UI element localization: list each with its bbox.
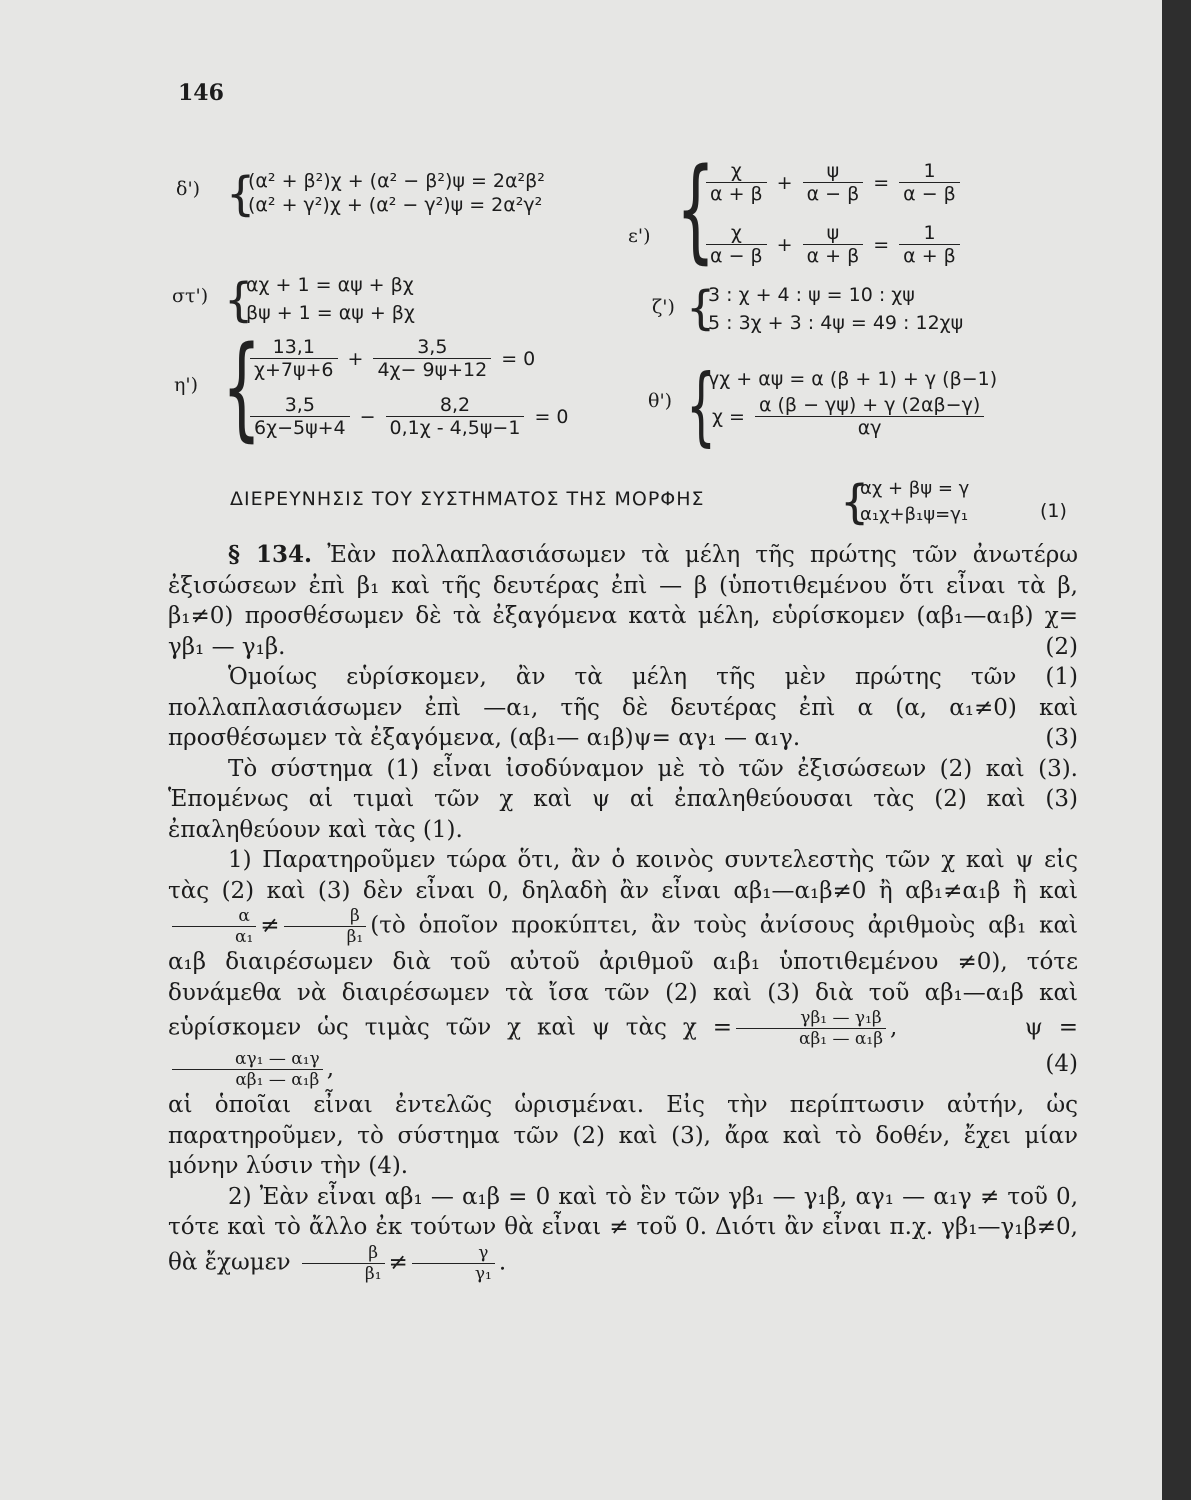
body-text [168, 540, 1078, 1284]
system-zeta-label: ζ') [652, 296, 675, 318]
inline-fraction: $\frac{\text{αγ₁ — α₁γ}}{\text{αβ₁ — α₁β}}$ [172, 1049, 323, 1090]
left-brace-icon: { [686, 281, 716, 335]
paragraph: Τὸ σύστημα (1) εἶναι ἰσοδύναμον μὲ τὸ τῶν ἐξισώσεων (2) καὶ (3). Ἑπομένως αἱ τιμαὶ τῶν χ καὶ ψ αἱ ἐπαληθεύουσαι τὰς (2) καὶ (3) ἐπαληθεύουν καὶ τὰς (1). [168, 755, 1078, 843]
left-brace-icon: { [224, 273, 254, 327]
left-brace-icon: { [222, 323, 262, 453]
system-zeta-eq1: 3 : χ + 4 : ψ = 10 : χψ [708, 284, 915, 306]
system-eta-row2: $\frac{3,5}{6\chi-5\psi+4}$ − $\frac{8,2}{0,1\chi - 4,5\psi-1}$ = 0 [244, 394, 573, 439]
paragraph: αἱ ὁποῖαι εἶναι ἐντελῶς ὡρισμέναι. Εἰς τὴν περίπτωσιν αὐτήν, ὡς παρατηροῦμεν, τὸ σύστημα τῶν (2) καὶ (3), ἄρα καὶ τὸ δοθέν, ἔχει μίαν μόνην λύσιν τὴν (4). [168, 1092, 1078, 1179]
inline-fraction: $\frac{\text{γβ₁ — γ₁β}}{\text{αβ₁ — α₁β}}$ [736, 1008, 886, 1049]
system-theta-eq2: χ = $\frac{\alpha (\beta - \gamma\psi) + \gamma (2\alpha\beta-\gamma)}{\alpha\gamma}$ [708, 394, 990, 439]
inline-fraction: $\frac{\beta}{\text{β₁}}$ [284, 906, 367, 947]
paragraph: 2) Ἐὰν εἶναι αβ₁ — α₁β = 0 καὶ τὸ ἓν τῶν γβ₁ — γ₁β, αγ₁ — α₁γ ≠ τοῦ 0, τότε καὶ τὸ ἄλλο ἐκ τούτων θὰ εἶναι ≠ τοῦ 0. Διότι ἂν εἶναι π.χ. γβ₁—γ₁β≠0, θὰ ἔχωμεν $\frac{\beta}{\text{β₁}}$ ≠ $\frac{\gamma}{\text{γ₁}}$ . [168, 1183, 1078, 1284]
left-brace-icon: { [840, 475, 870, 529]
system-zeta-eq2: 5 : 3χ + 3 : 4ψ = 49 : 12χψ [708, 312, 964, 334]
paragraph: § 134. Ἐὰν πολλαπλασιάσωμεν τὰ μέλη τῆς πρώτης τῶν ἀνωτέρω ἐξισώσεων ἐπὶ β₁ καὶ τῆς δευτέρας ἐπὶ — β (ὑποτιθεμένου ὅτι εἶναι τὰ β, β₁≠0) προσθέσωμεν δὲ τὰ ἐξαγόμενα κατὰ μέλη, εὑρίσκομεν (αβ₁—α₁β) χ= γβ₁ — γ₁β. (2) [168, 541, 1078, 660]
book-edge [1162, 0, 1191, 1500]
page-number: 146 [178, 80, 224, 106]
system-st-eq2: βψ + 1 = αψ + βχ [246, 302, 415, 324]
heading-eq2: α₁χ+β₁ψ=γ₁ [860, 504, 969, 525]
system-eta-row1: $\frac{13,1}{\chi+7\psi+6}$ + $\frac{3,5}{4\chi- 9\psi+12}$ = 0 [244, 336, 539, 381]
system-eta-label: η') [174, 374, 199, 396]
paragraph: Ὁμοίως εὑρίσκομεν, ἂν τὰ μέλη τῆς μὲν πρώτης τῶν (1) πολλαπλασιάσωμεν ἐπὶ —α₁, τῆς δὲ δευτέρας ἐπὶ α (α, α₁≠0) καὶ προσθέσωμεν τὰ ἐξαγόμενα, (αβ₁— α₁β)ψ= αγ₁ — α₁γ. (3) [168, 664, 1078, 751]
system-st-eq1: αχ + 1 = αψ + βχ [246, 274, 414, 296]
heading-number: (1) [1040, 500, 1067, 522]
system-st-label: στ') [172, 285, 209, 307]
system-delta-eq2: (α² + γ²)χ + (α² − γ²)ψ = 2α²γ² [248, 194, 543, 216]
system-theta-eq1: γχ + αψ = α (β + 1) + γ (β−1) [708, 368, 998, 390]
left-brace-icon: { [686, 356, 717, 456]
system-epsilon-label: ε') [628, 225, 651, 247]
heading-eq1: αχ + βψ = γ [860, 478, 970, 499]
inline-fraction: $\frac{\alpha}{\text{α₁}}$ [172, 906, 256, 947]
left-brace-icon: { [676, 145, 716, 275]
inline-fraction: $\frac{\beta}{\text{β₁}}$ [302, 1243, 385, 1284]
section-number: § 134. [228, 541, 313, 568]
system-delta-eq1: (α² + β²)χ + (α² − β²)ψ = 2α²β² [248, 170, 545, 192]
inline-fraction: $\frac{\gamma}{\text{γ₁}}$ [412, 1243, 495, 1284]
system-epsilon-row1: $\frac{\chi}{\alpha + \beta}$ + $\frac{\psi}{\alpha - \beta}$ = $\frac{1}{\alpha - \beta}$ [700, 160, 966, 205]
section-heading: ΔΙΕΡΕΥΝΗΣΙΣ ΤΟΥ ΣΥΣΤΗΜΑΤΟΣ ΤΗΣ ΜΟΡΦΗΣ [230, 488, 705, 510]
system-theta-label: θ') [648, 390, 673, 412]
paragraph: 1) Παρατηροῦμεν τώρα ὅτι, ἂν ὁ κοινὸς συντελεστὴς τῶν χ καὶ ψ εἰς τὰς (2) καὶ (3) δὲν εἶναι 0, δηλαδὴ ἂν εἶναι αβ₁—α₁β≠0 ἢ αβ₁≠α₁β ἢ καὶ $\frac{\alpha}{\text{α₁}}$ ≠ $\frac{\beta}{\text{β₁}}$ (τὸ ὁποῖον προκύπτει, ἂν τοὺς ἀνίσους ἀριθμοὺς αβ₁ καὶ α₁β διαιρέσωμεν διὰ τοῦ αὐτοῦ ἀριθμοῦ α₁β₁ ὑποτιθεμένου ≠0), τότε δυνάμεθα νὰ διαιρέσωμεν τὰ ἴσα τῶν (2) καὶ (3) διὰ τοῦ αβ₁—α₁β καὶ εὑρίσκομεν ὡς τιμὰς τῶν χ καὶ ψ τὰς χ = $\frac{\text{γβ₁ — γ₁β}}{\text{αβ₁ — α₁β}}$ , ψ = $\frac{\text{αγ₁ — α₁γ}}{\text{αβ₁ — α₁β}}$ , (4) [168, 847, 1078, 1090]
left-brace-icon: { [226, 167, 256, 221]
system-delta-label: δ') [176, 178, 201, 200]
system-epsilon-row2: $\frac{\chi}{\alpha - \beta}$ + $\frac{\psi}{\alpha + \beta}$ = $\frac{1}{\alpha + \beta}$ [700, 222, 966, 267]
